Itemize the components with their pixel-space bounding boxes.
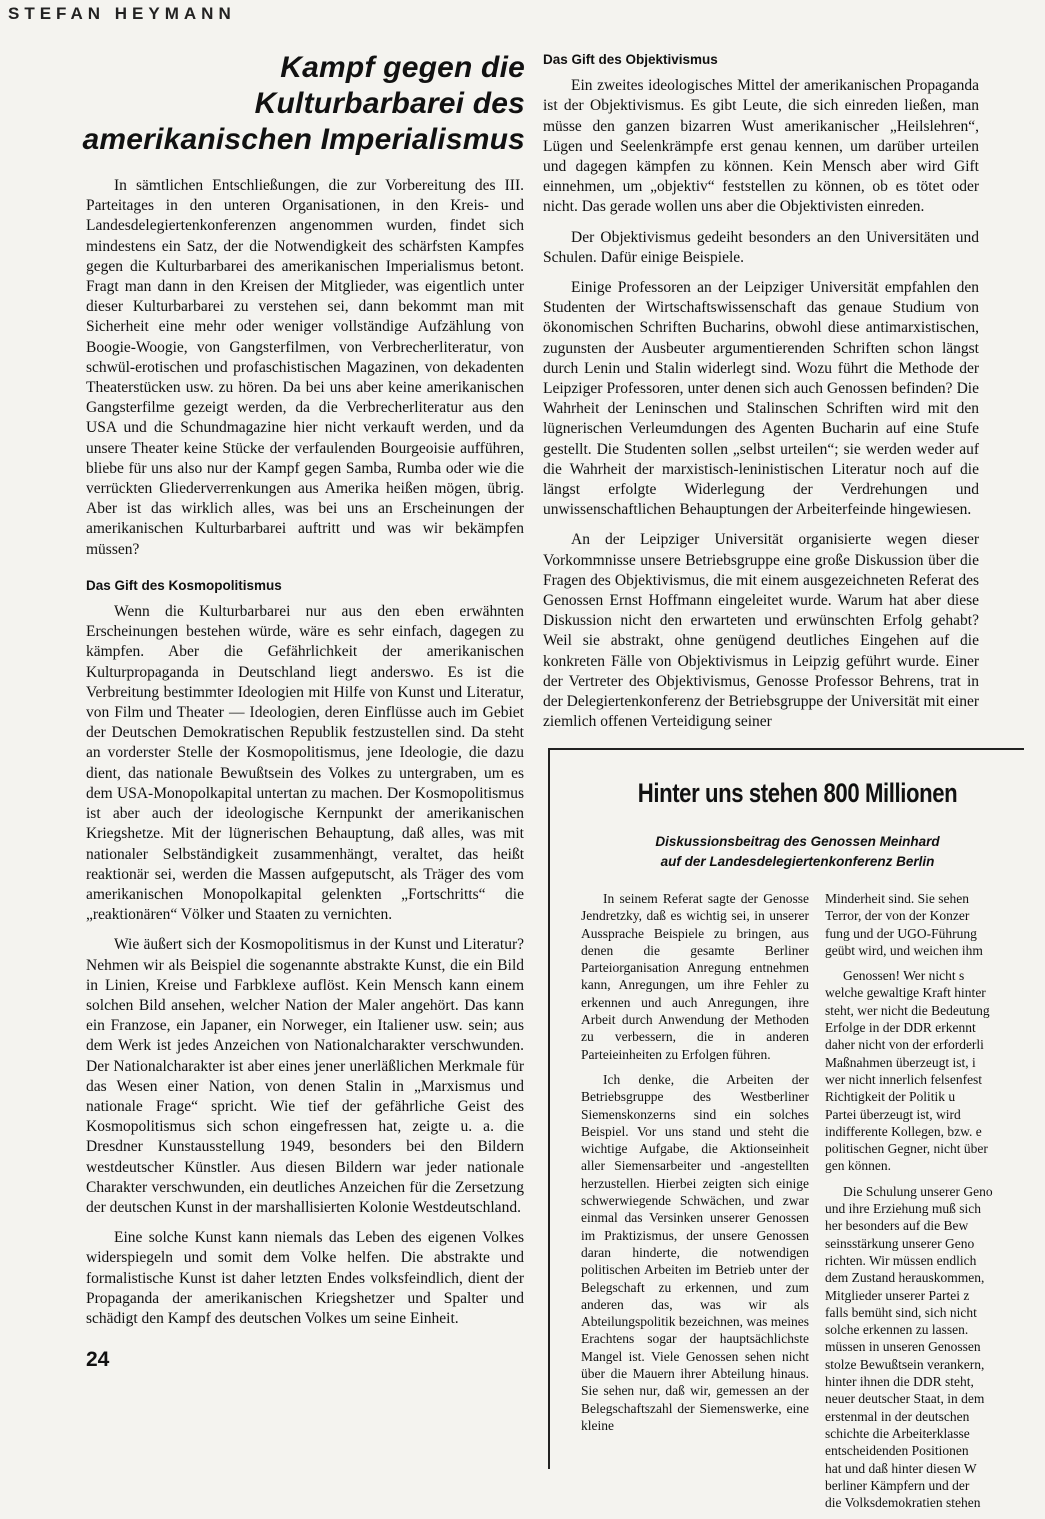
paragraph bbox=[825, 967, 1035, 1175]
text-line: die Volksdemokratien stehen bbox=[825, 1495, 981, 1511]
text-line: entscheidenden Positionen bbox=[825, 1443, 969, 1459]
text-line: geübt wird, und weichen ihm bbox=[825, 942, 983, 958]
text-line: wer nicht innerlich felsenfest bbox=[825, 1071, 983, 1087]
paragraph bbox=[825, 1183, 1035, 1512]
text-line: und ihre Erziehung muß sich bbox=[825, 1201, 981, 1217]
text-line: erstenmal in der deutschen bbox=[825, 1408, 970, 1424]
text-line: Genossen! Wer nicht s bbox=[843, 968, 965, 984]
text-line: Die Schulung unserer Geno bbox=[843, 1183, 993, 1199]
text-line: schichte die Arbeiterklasse bbox=[825, 1425, 970, 1441]
text-line: Minderheit sind. Sie sehen bbox=[825, 891, 969, 906]
text-line: solche erkennen zu lassen. bbox=[825, 1322, 969, 1338]
paragraph: Wenn die Kulturbarbarei nur aus den eben erwähnten Erscheinungen bestehen würde, wäre es sehr einfach, dagegen zu kämpfen. Aber die Gefährlichkeit der amerikanischen Kulturpropaganda in Deutschland liegt anderswo. Es ist die Verbreitung bestimmter Ideologien mit Hilfe von Kunst und Literatur, von Film und Theater — Ideologien, deren Einflüsse auch im Gebiet der Deutschen Demokratischen Republik festzustellen sind. Da steht an vorderster Stelle der Kosmopolitismus, jene Ideologie, die dazu dient, das nationale Bewußtsein des Volkes zu untergraben, um es dem USA-Monopolkapital untertan zu machen. Der Kosmopolitismus ist aber auch der ideologische Kernpunkt der amerikanischen Kriegshetze. Mit der lügnerischen Behauptung, daß alles, was mit nationaler Selbständigkeit zusammenhängt, veraltet, das heißt reaktionär sei, werden die Massen aufgeputscht, als Träger des vom amerikanischen Monopolkapital gelenkten „Fortschritts“ die „reaktionären“ Völker und Staaten zu vernichten. bbox=[86, 603, 524, 924]
intro-paragraph: In sämtlichen Entschließungen, die zur Vorbereitung des III. Parteitages in den unteren Organisationen, in den Kreis- und Landesdelegiertenkonferenzen angenommen wurden, findet sich mindestens ein Satz, der die Notwendigkeit des schärfsten Kampfes gegen die Kulturbarbarei des amerikanischen Imperialismus betont. Fragt man dann in den Kreisen der Mitglieder, was eigentlich unter dieser Kulturbarbarei zu verstehen sei, dann bekommt man mit Sicherheit eine mehr oder weniger vollständige Aufzählung von Boogie-Woogie, von Gangsterfilmen, von Verbrecherliteratur, von schwül-erotischen und profaschistischen Magazinen, von dekadenten Theaterstücken usw. zu hören. Da bei uns aber keine amerikanischen Gangsterfilme gezeigt werden, da die Verbrecherliteratur aus den USA und die Schundmagazine hier nicht verkauft werden, und da unsere Theater keine Stücke der verfaulenden Bourgeoisie aufführen, bliebe für uns also nur der Kampf gegen Samba, Rumba oder wie die verrückten Gliederverrenkungen aus Amerika heißen mögen, übrig. Aber ist das wirklich alles, was bei uns an Erscheinungen der amerikanischen Kulturbarbarei auftritt und was wir bekämpfen müssen? bbox=[86, 177, 524, 558]
text-line: Erfolge in der DDR erkennt bbox=[825, 1020, 976, 1036]
text-line: hinter ihnen die DDR steht, bbox=[825, 1374, 974, 1390]
text-line: seinsstärkung unserer Geno bbox=[825, 1235, 975, 1251]
text-line: richten. Wir müssen endlich bbox=[825, 1252, 977, 1268]
text-line: neuer deutscher Staat, in dem bbox=[825, 1391, 985, 1407]
box-subtitle-line: auf der Landesdelegiertenkonferenz Berlin bbox=[660, 854, 935, 869]
text-line: indifferente Kollegen, bzw. e bbox=[825, 1123, 982, 1139]
text-line: dem Zustand herauskommen, bbox=[825, 1270, 985, 1286]
text-line: müssen in unseren Genossen bbox=[825, 1339, 981, 1355]
text-line: stolze Bewußtsein verankern, bbox=[825, 1356, 985, 1372]
text-line: Richtigkeit der Politik u bbox=[825, 1089, 956, 1105]
section-heading-objektivismus: Das Gift des Objektivismus bbox=[543, 52, 718, 67]
author-name: STEFAN HEYMANN bbox=[8, 4, 236, 23]
paragraph: In seinem Referat sagte der Genosse Jendretzky, daß es wichtig sei, in unserer Aussprache Beispiele zu bringen, aus denen die gesamte Berliner Parteiorganisation Anregung entnehmen kann, Anregungen, um ihre Fehler zu erkennen und auch Anregungen, ihre Arbeit durch Anwendung der Methoden zu verbessern, die in anderen Parteieinheiten zu Erfolgen führen. bbox=[581, 891, 809, 1062]
text-line: Partei überzeugt ist, wird bbox=[825, 1106, 961, 1122]
text-line: hat und daß hinter diesen W bbox=[825, 1460, 977, 1476]
text-line: steht, wer nicht die Bedeutung bbox=[825, 1002, 990, 1018]
text-line: berliner Kämpfern und der bbox=[825, 1477, 970, 1493]
paragraph: Einige Professoren an der Leipziger Universität empfahlen den Studenten der Wirtschaftswissenschaft das genaue Studium von ökonomischen Schriften Bucharins, obwohl diese antimarxistischen, zugunsten der Ausbeuter argumentierenden Schriften schon längst durch Lenin und Stalin widerlegt sind. Wozu führt die Methode der Leipziger Professoren, unter denen sich auch Genossen befinden? Die Wahrheit der Leninschen und Stalinschen Schriften wird mit den lügnerischen Verleumdungen des Agenten Bucharin auf eine Stufe gestellt. Die Studenten sollen „selbst urteilen“; sie werden weder auf die Wahrheit der marxistisch-leninistischen Literatur noch auf die längst erfolgte Widerlegung der Verdrehungen und unwissenschaftlichen Behauptungen der Arbeiterfeinde hingewiesen. bbox=[543, 279, 979, 519]
text-line: welche gewaltige Kraft hinter bbox=[825, 985, 986, 1001]
right-column bbox=[543, 50, 979, 743]
paragraph: Wie äußert sich der Kosmopolitismus in der Kunst und Literatur? Nehmen wir als Beispiel die sogenannte abstrakte Kunst, die ein Bild in Linien, Kreise und Farbklexe auflöst. Kein Mensch kann einem solchen Bild ansehen, welcher Nation der Maler angehört. Das kann ein Franzose, ein Japaner, ein Norweger, ein Italiener usw. sein; aus dem Werk ist jedes Anzeichen von Nationalcharakter verschwunden. Der Nationalcharakter ist aber eines jener unerläßlichen Merkmale für das Wesen einer Nation, von denen Stalin in „Marxismus und nationale Frage“ spricht. Wie tief der gefährliche Geist des Kosmopolitismus sich schon eingefressen hat, zeigte u. a. die Dresdner Kunstausstellung 1949, besonders bei den Bildern westdeutscher Künstler. Aus diesen Bildern war jeder nationale Charakter verschwunden, ein deutliches Anzeichen für die Zersetzung der deutschen Kunst in der marshallisierten Kolonie Westdeutschland. bbox=[86, 936, 524, 1216]
paragraph: Ein zweites ideologisches Mittel der amerikanischen Propaganda ist der Objektivismus. Es gibt Leute, die sich einreden ließen, man müsse den ganzen bizarren Wust amerikanischer „Heilslehren“, Lügen und Seelenkrämpfe erst genau kennen, um darüber urteilen und dagegen kämpfen zu können. Kein Mensch aber wird Gift einnehmen, um „objektiv“ feststellen zu können, ob es tötet oder nicht. Das gerade wollen uns aber die Objektivisten einreden. bbox=[543, 77, 979, 216]
section-heading-kosmopolitismus: Das Gift des Kosmopolitismus bbox=[86, 577, 282, 593]
left-column bbox=[86, 176, 524, 1339]
box-subtitle bbox=[550, 832, 1045, 872]
text-line: Maßnahmen überzeugt ist, i bbox=[825, 1054, 976, 1070]
page-number: 24 bbox=[86, 1348, 110, 1371]
text-line: her besonders auf die Bew bbox=[825, 1218, 969, 1234]
box-subtitle-line: Diskussionsbeitrag des Genossen Meinhard bbox=[655, 834, 940, 849]
paragraph: Ich denke, die Arbeiten der Betriebsgruppe des Westberliner Siemenskonzerns sind ein solches Beispiel. Vor uns stand und steht die wichtige Aufgabe, die Aktionseinheit aller Siemensarbeiter und -angestellten herzustellen. Hierbei zeigten sich einige schwerwiegende Schwächen, und zwar einmal das Versinken unserer Genossen im Praktizismus, der unsere Genossen daran hinderte, die notwendigen politischen Arbeiten im Betrieb unter der Belegschaft zu erkennen, und zum anderen das, was wir als Abteilungspolitik bezeichnen, was meines Erachtens sogar der hauptsächlichste Mangel ist. Viele Genossen sehen nicht über die Mauern ihrer Abteilung hinaus. Sie sehen nur, daß wir, gemessen an der Belegschaftszahl der Siemenswerke, eine kleine bbox=[581, 1071, 809, 1433]
paragraph: Der Objektivismus gedeiht besonders an den Universitäten und Schulen. Dafür einige Beispiele. bbox=[543, 228, 979, 266]
text-line: Terror, der von der Konzer bbox=[825, 908, 970, 924]
text-line: daher nicht von der erforderli bbox=[825, 1037, 984, 1053]
text-line: politischen Gegner, nicht über bbox=[825, 1141, 988, 1157]
text-line: Mitglieder unserer Partei z bbox=[825, 1287, 970, 1303]
box-right-column bbox=[825, 890, 1035, 1519]
paragraph bbox=[825, 890, 1035, 959]
box-left-column bbox=[581, 890, 809, 1442]
text-line: falls bemüht sind, sich nicht bbox=[825, 1304, 977, 1320]
box-title: Hinter uns stehen 800 Millionen bbox=[637, 778, 958, 808]
boxed-article bbox=[548, 748, 1024, 1511]
paragraph: An der Leipziger Universität organisierte wegen dieser Vorkommnisse unsere Betriebsgruppe eine große Diskussion über die Fragen des Objektivismus, die mit einem ausgezeichneten Referat des Genossen Ernst Hoffmann eingeleitet wurde. Warum hat aber diese Diskussion nicht den erwarteten und erwünschten Erfolg gehabt? Weil sie abstrakt, ohne genügend deutliches Eingehen auf die konkreten Fälle von Objektivismus in Leipzig geführt wurde. Einer der Vertreter des Objektivismus, Genosse Professor Behrens, trat in der Delegiertenkonferenz der Betriebsgruppe der Universität mit einer ziemlich offenen Verteidigung seiner bbox=[543, 531, 979, 731]
text-line: gen können. bbox=[825, 1158, 891, 1174]
paragraph: Eine solche Kunst kann niemals das Leben des eigenen Volkes widerspiegeln und somit dem Volke helfen. Die abstrakte und formalistische Kunst ist daher letzten Endes volksfeindlich, dient der Propaganda der amerikanischen Kriegshetzer und Spalter und schädigt den Kampf des deutschen Volkes um seine Einheit. bbox=[86, 1229, 524, 1327]
article-title: Kampf gegen die Kulturbarbarei des amerikanischen Imperialismus bbox=[82, 51, 525, 156]
text-line: fung und der UGO-Führung bbox=[825, 925, 977, 941]
